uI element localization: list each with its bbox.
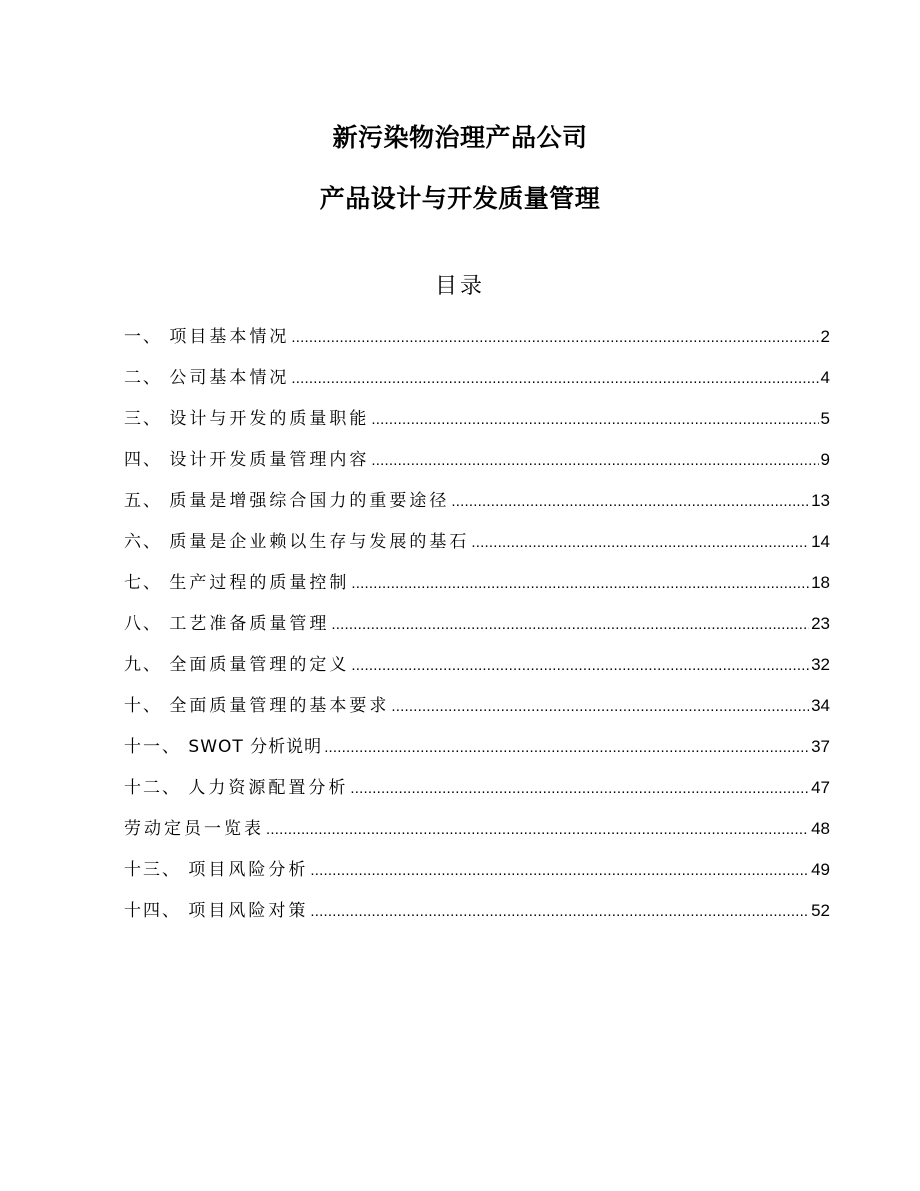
toc-entry-page: 52 (811, 901, 830, 920)
document-subtitle: 产品设计与开发质量管理 (319, 184, 601, 213)
toc-entry-number: 八、 (124, 614, 170, 634)
toc-entry[interactable] (124, 693, 830, 734)
toc-entry[interactable] (124, 611, 830, 652)
toc-entry-title: 设计开发质量管理内容 (169, 450, 370, 470)
toc-entry-title: 项目基本情况 (169, 327, 290, 347)
toc-dot-leader (371, 407, 818, 433)
document-title: 新污染物治理产品公司 (332, 123, 588, 152)
toc-dot-leader (451, 489, 809, 515)
toc-dot-leader (331, 612, 809, 638)
toc-entry-number: 一、 (124, 327, 170, 347)
toc-entry[interactable] (124, 775, 830, 816)
toc-dot-leader (371, 448, 818, 474)
toc-entry-page: 47 (811, 778, 830, 797)
toc-entry-title: 质量是企业赖以生存与发展的基石 (169, 532, 470, 552)
toc-dot-leader (310, 899, 809, 925)
toc-entry-title: 项目风险分析 (188, 860, 309, 880)
toc-entry[interactable] (124, 447, 830, 488)
toc-dot-leader (471, 530, 809, 556)
toc-entry[interactable] (124, 365, 830, 406)
toc-dot-leader (291, 325, 818, 351)
toc-entry-title: 全面质量管理的基本要求 (169, 696, 390, 716)
toc-entry-title: 工艺准备质量管理 (169, 614, 330, 634)
toc-entry-title: 生产过程的质量控制 (169, 573, 350, 593)
toc-entry-number: 十三、 (124, 860, 189, 880)
toc-entry-page: 37 (811, 737, 830, 756)
toc-dot-leader (351, 571, 809, 597)
toc-entry-title: 项目风险对策 (188, 901, 309, 921)
toc-entry-page: 18 (811, 573, 830, 592)
toc-entry-page: 14 (811, 532, 830, 551)
toc-heading: 目录 (434, 274, 485, 299)
toc-dot-leader (324, 735, 809, 761)
toc-dot-leader (310, 858, 809, 884)
toc-entry-title: 劳动定员一览表 (124, 819, 264, 839)
toc-entry-number: 七、 (124, 573, 170, 593)
toc-entry-title: 人力资源配置分析 (188, 778, 349, 798)
toc-entry[interactable] (124, 488, 830, 529)
toc-entry[interactable] (124, 857, 830, 898)
toc-entry[interactable] (124, 324, 830, 365)
toc-entry-number: 十四、 (124, 901, 189, 921)
toc-entry[interactable] (124, 734, 830, 775)
toc-entry-number: 二、 (124, 368, 170, 388)
toc-entry[interactable] (124, 898, 830, 939)
toc-dot-leader (391, 694, 809, 720)
toc-entry[interactable] (124, 570, 830, 611)
toc-entry-title: 公司基本情况 (169, 368, 290, 388)
toc-entry-page: 4 (820, 368, 830, 387)
toc-entry-number: 十一、 (124, 737, 189, 757)
toc-entry-page: 23 (811, 614, 830, 633)
toc-entry-number: 五、 (124, 491, 170, 511)
toc-dot-leader (266, 817, 809, 843)
toc-entry-number: 四、 (124, 450, 170, 470)
toc-entry-title: 质量是增强综合国力的重要途径 (169, 491, 450, 511)
toc-entry-page: 2 (820, 327, 830, 346)
toc-entry-number: 六、 (124, 532, 170, 552)
toc-entry-number: 十二、 (124, 778, 189, 798)
toc-entry-number: 三、 (124, 409, 170, 429)
toc-entry[interactable] (124, 816, 830, 857)
toc-entry-page: 48 (811, 819, 830, 838)
toc-entry-number: 九、 (124, 655, 170, 675)
toc-entry-number: 十、 (124, 696, 170, 716)
toc-entry-page: 13 (811, 491, 830, 510)
toc-entry-page: 32 (811, 655, 830, 674)
toc-entry-page: 34 (811, 696, 830, 715)
toc-entry-page: 9 (820, 450, 830, 469)
toc-entry[interactable] (124, 529, 830, 570)
table-of-contents (124, 324, 830, 939)
toc-entry-page: 5 (820, 409, 830, 428)
toc-dot-leader (350, 776, 809, 802)
toc-entry[interactable] (124, 652, 830, 693)
toc-entry-title: SWOT 分析说明 (188, 737, 323, 757)
toc-dot-leader (291, 366, 818, 392)
toc-entry-title: 设计与开发的质量职能 (169, 409, 370, 429)
toc-entry-title: 全面质量管理的定义 (169, 655, 350, 675)
toc-dot-leader (351, 653, 809, 679)
toc-entry[interactable] (124, 406, 830, 447)
toc-entry-page: 49 (811, 860, 830, 879)
